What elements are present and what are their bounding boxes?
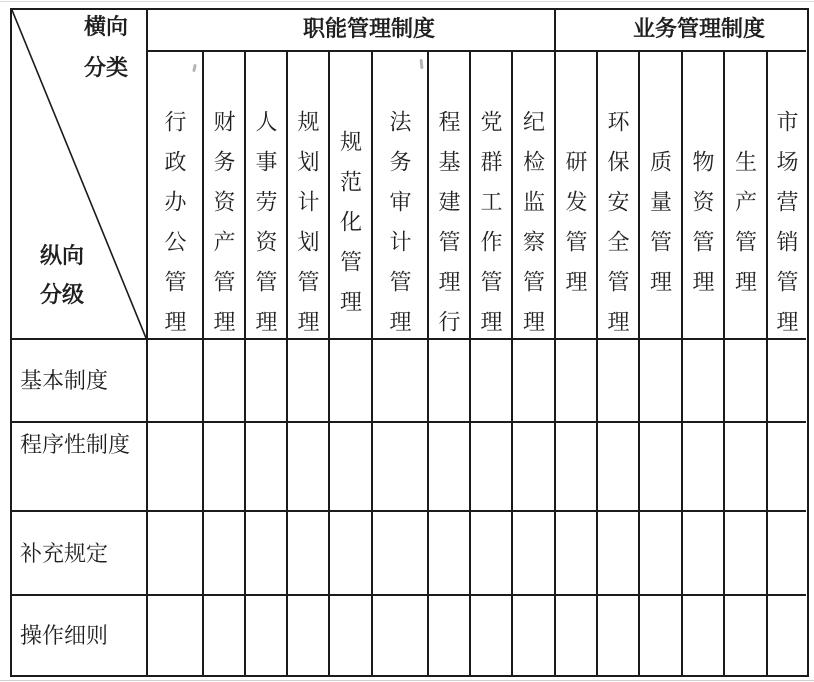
col-header-7 [427,50,469,350]
col-header-text: 物资管理 [690,150,715,310]
corner-label-line: 分级 [39,282,84,307]
col-header-text: 法务审计管理 [387,110,412,350]
col-header-2 [202,50,244,350]
col-header-13 [681,50,723,338]
row-label-2 [12,421,146,510]
col-header-text: 行政办公管理 [162,110,187,350]
row-label-text: 补充规定 [20,540,109,566]
vertical-axis-label [38,236,86,314]
col-header-text: 纪检监察管理 [520,110,546,350]
col-header-4 [286,50,328,350]
corner-label-line: 分类 [83,55,128,80]
horizontal-axis-label [70,6,142,88]
col-header-3 [244,50,286,350]
col-header-11 [596,50,638,350]
row-label-4 [12,594,146,674]
row-label-text: 基本制度 [20,368,109,393]
col-header-text: 党群工作管理 [478,110,503,350]
col-header-9 [511,50,554,350]
col-header-text: 规划计划管理 [295,110,320,350]
col-header-text: 环保安全管理 [605,110,630,350]
col-header-text: 研发管理 [563,150,588,310]
col-header-text: 人事劳资管理 [253,110,278,350]
corner-cell [12,10,146,338]
col-header-text: 市场营销管理 [774,110,799,350]
col-header-5 [328,50,371,338]
section-header-business: 业务管理制度 [632,15,765,41]
scan-edge-artifact-bottom [0,680,814,681]
row-label-text: 操作细则 [20,622,109,648]
col-header-14 [723,50,766,338]
classification-table [10,8,809,677]
col-header-text: 规范化管理 [337,130,363,330]
col-header-text: 财务资产管理 [211,110,236,350]
col-header-1 [146,50,202,350]
col-header-text: 程基建管理行 [436,110,461,350]
section-header-functional: 职能管理制度 [302,15,435,41]
col-header-8 [469,50,511,350]
row-label-text: 程序性制度 [20,432,131,457]
col-header-text: 质量管理 [647,150,673,310]
col-header-10 [554,50,596,338]
col-header-6 [371,50,427,350]
col-header-15 [766,50,806,350]
col-header-text: 生产管理 [732,150,758,310]
row-label-3 [12,510,146,594]
corner-label-line: 纵向 [39,243,84,268]
scan-edge-artifact-top [0,1,814,2]
corner-label-line: 横向 [83,14,128,39]
row-label-1 [12,338,146,421]
col-header-12 [638,50,681,338]
